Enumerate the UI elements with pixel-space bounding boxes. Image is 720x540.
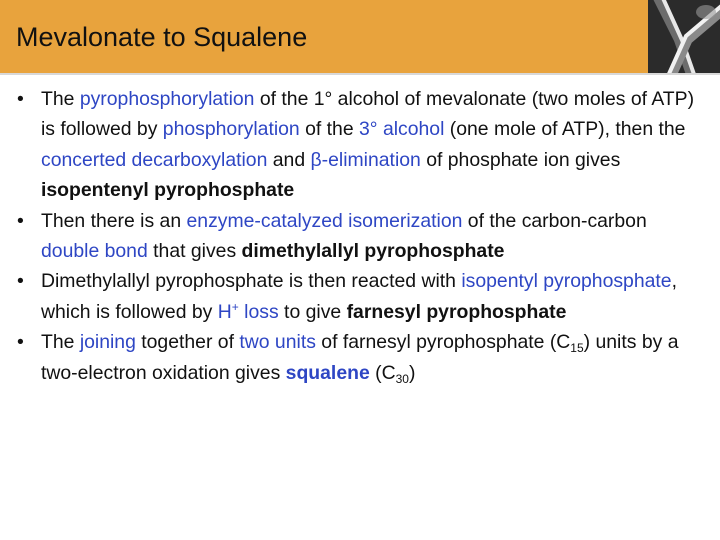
bullet-dot: •	[17, 331, 24, 354]
bullet-dot: •	[17, 270, 24, 293]
text: of the	[299, 118, 360, 141]
bold-term: squalene	[285, 361, 370, 384]
highlight-term: concerted decarboxylation	[41, 148, 268, 171]
text: of phosphate ion gives	[420, 148, 621, 171]
text: )	[408, 361, 416, 384]
bullet-dot: •	[17, 88, 24, 110]
highlight-term: 3° alcohol	[359, 118, 445, 141]
text: of the 1° alcohol of mevalonate (two moles of ATP) is followed by	[41, 88, 695, 141]
bullet-item-3	[0, 266, 700, 327]
title-divider	[0, 73, 720, 75]
subscript: 15	[570, 341, 584, 356]
highlight-term: H	[217, 300, 232, 323]
text: , which is followed by	[41, 270, 677, 323]
bullet-item-1	[0, 84, 700, 206]
highlight-term: double bond	[41, 240, 148, 263]
highlight-term: two units	[239, 331, 316, 354]
bold-term: farnesyl pyrophosphate	[346, 300, 567, 323]
text: and	[267, 148, 311, 171]
text: The	[41, 331, 80, 354]
highlight-term: joining	[79, 331, 136, 354]
bold-term: isopentenyl pyrophosphate	[41, 179, 295, 202]
text: that gives	[147, 240, 242, 263]
text: of farnesyl pyrophosphate (C	[315, 331, 571, 354]
text: ) units by a two-electron oxidation gives	[41, 331, 679, 384]
highlight-term: enzyme-catalyzed isomerization	[186, 209, 463, 232]
text: of the carbon-carbon	[462, 209, 647, 232]
corner-decorative-image	[648, 0, 720, 73]
highlight-term: pyrophosphorylation	[79, 88, 255, 110]
highlight-term: isopentyl pyrophosphate	[461, 270, 672, 293]
text: Then there is an	[41, 209, 187, 232]
highlight-term: phosphorylation	[162, 118, 300, 141]
bullet-item-4	[0, 327, 700, 388]
text: (C	[369, 361, 396, 384]
superscript: +	[231, 299, 239, 314]
text: to give	[278, 300, 347, 323]
text: (one mole of ATP), then the	[444, 118, 686, 141]
bullet-item-2	[0, 206, 700, 267]
highlight-term: β-elimination	[310, 148, 421, 171]
slide-title: Mevalonate to Squalene	[16, 22, 308, 52]
text: together of	[135, 331, 240, 354]
bold-term: dimethylallyl pyrophosphate	[241, 240, 505, 263]
bullet-dot: •	[17, 209, 24, 232]
crossed-rods-graphic	[648, 0, 720, 73]
bullet-list	[0, 84, 700, 388]
text: The	[41, 88, 80, 110]
highlight-term: loss	[238, 300, 279, 323]
text: Dimethylallyl pyrophosphate is then reacted with	[41, 270, 462, 293]
title-bar	[0, 0, 720, 73]
subscript: 30	[395, 371, 409, 386]
